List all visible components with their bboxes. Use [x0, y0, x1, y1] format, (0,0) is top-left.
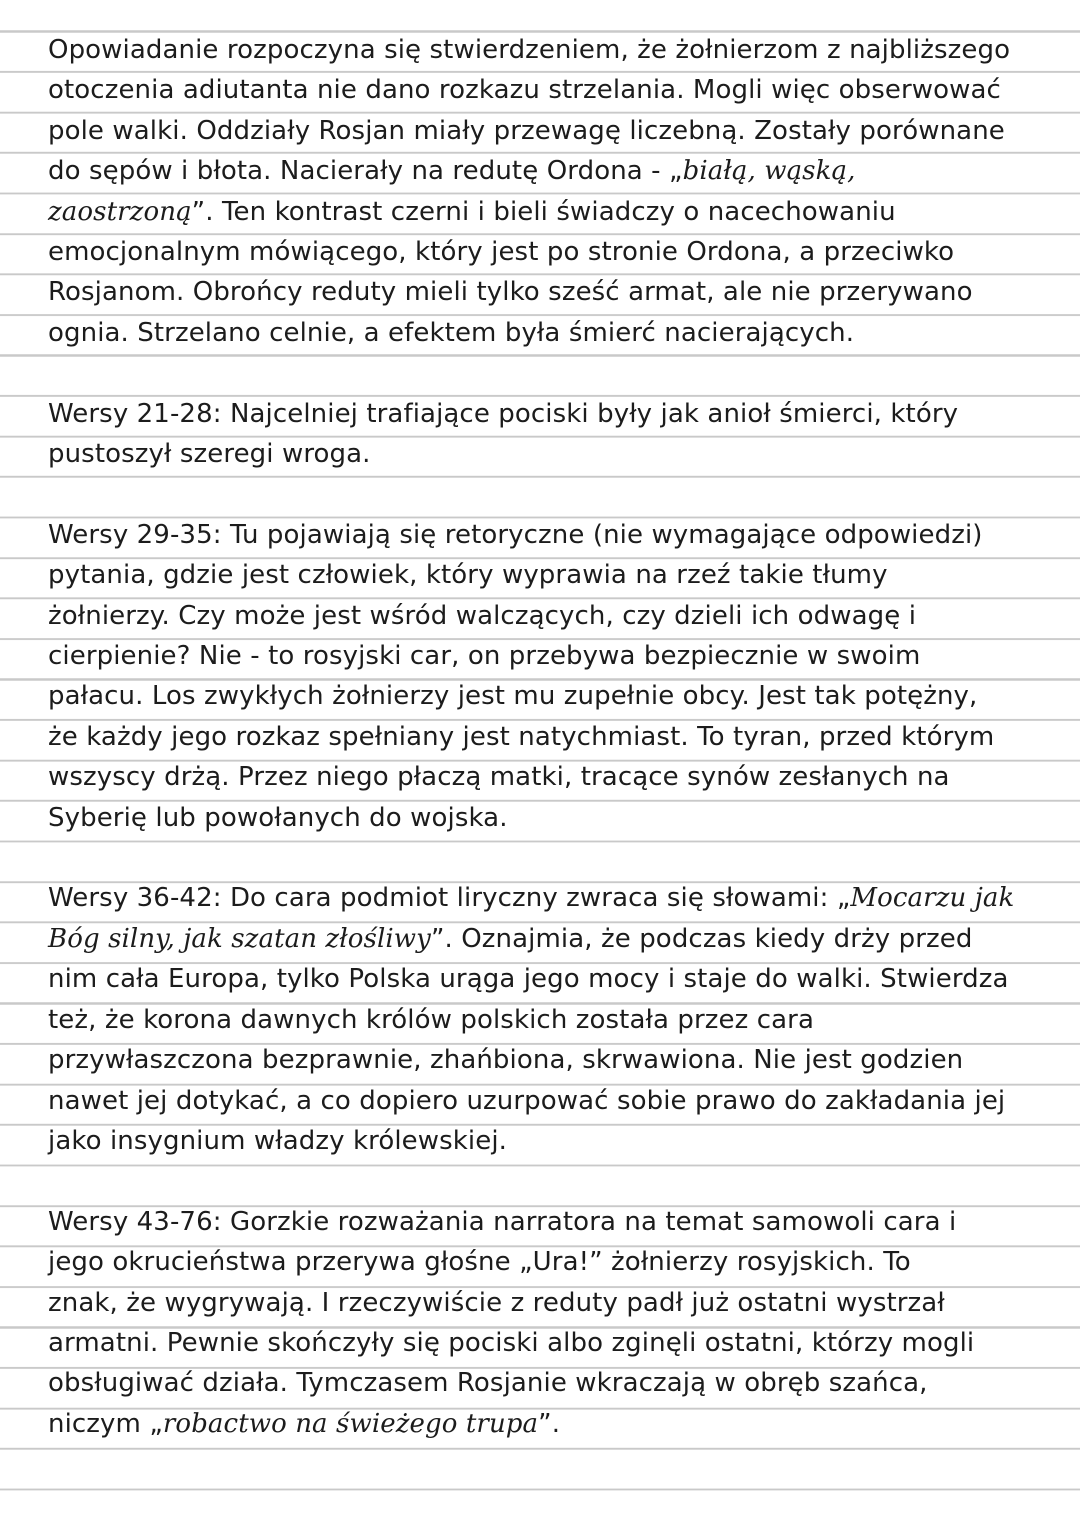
- text-segment: cierpienie? Nie - to rosyjski car, on przebywa bezpiecznie w swoim: [48, 641, 921, 672]
- paragraph: [48, 515, 1038, 838]
- paragraph-gap: [48, 1161, 1038, 1201]
- text-line: [48, 757, 1038, 797]
- text-segment: Wersy 43-76: Gorzkie rozważania narratora na temat samowoli cara i: [48, 1206, 957, 1237]
- text-segment: ”. Ten kontrast czerni i bieli świadczy o nacechowaniu: [191, 196, 896, 227]
- text-line: [48, 232, 1038, 272]
- text-segment: pałacu. Los zwykłych żołnierzy jest mu zupełnie obcy. Jest tak potężny,: [48, 681, 978, 712]
- quoted-italic-text: Mocarzu jak: [850, 883, 1015, 914]
- text-line: [48, 798, 1038, 838]
- text-segment: nawet jej dotykać, a co dopiero uzurpować sobie prawo do zakładania jej: [48, 1085, 1006, 1116]
- text-segment: Syberię lub powołanych do wojska.: [48, 802, 508, 833]
- text-segment: niczym „: [48, 1408, 163, 1439]
- text-segment: Rosjanom. Obrońcy reduty mieli tylko sześć armat, ale nie przerywano: [48, 277, 973, 308]
- quoted-italic-text: zaostrzoną: [48, 196, 192, 227]
- text-segment: emocjonalnym mówiącego, który jest po stronie Ordona, a przeciwko: [48, 237, 955, 268]
- text-segment: że każdy jego rozkaz spełniany jest natychmiast. To tyran, przed którym: [48, 721, 995, 752]
- quoted-italic-text: białą, wąską,: [682, 156, 856, 187]
- text-line: [48, 596, 1038, 636]
- text-segment: armatni. Pewnie skończyły się pociski albo zginęli ostatni, którzy mogli: [48, 1327, 975, 1358]
- text-segment: nim cała Europa, tylko Polska urąga jego mocy i staje do walki. Stwierdza: [48, 964, 1009, 995]
- text-line: [48, 434, 1038, 474]
- paragraph-gap: [48, 838, 1038, 878]
- text-line: [48, 1121, 1038, 1161]
- text-line: [48, 1363, 1038, 1403]
- text-segment: znak, że wygrywają. I rzeczywiście z reduty padł już ostatni wystrzał: [48, 1287, 945, 1318]
- text-line: [48, 70, 1038, 110]
- text-line: [48, 1323, 1038, 1363]
- text-line: [48, 1404, 1038, 1444]
- text-segment: Wersy 36-42: Do cara podmiot liryczny zwraca się słowami: „: [48, 883, 851, 914]
- text-segment: też, że korona dawnych królów polskich została przez cara: [48, 1004, 814, 1035]
- text-segment: do sępów i błota. Nacierały na redutę Ordona - „: [48, 156, 683, 187]
- text-line: [48, 1000, 1038, 1040]
- text-line: [48, 272, 1038, 312]
- text-line: [48, 555, 1038, 595]
- text-line: [48, 717, 1038, 757]
- text-line: [48, 192, 1038, 232]
- text-line: [48, 151, 1038, 191]
- text-line: [48, 676, 1038, 716]
- quoted-italic-text: robactwo na świeżego trupa: [162, 1408, 539, 1439]
- text-segment: żołnierzy. Czy może jest wśród walczących, czy dzieli ich odwagę i: [48, 600, 917, 631]
- text-line: [48, 394, 1038, 434]
- paragraph-gap: [48, 474, 1038, 514]
- text-line: [48, 1202, 1038, 1242]
- text-segment: obsługiwać działa. Tymczasem Rosjanie wkraczają w obręb szańca,: [48, 1368, 928, 1399]
- text-segment: Wersy 29-35: Tu pojawiają się retoryczne (nie wymagające odpowiedzi): [48, 519, 983, 550]
- text-segment: wszyscy drżą. Przez niego płaczą matki, tracące synów zesłanych na: [48, 762, 950, 793]
- paragraph: [48, 394, 1038, 475]
- paragraph-gap: [48, 353, 1038, 393]
- text-segment: pustoszył szeregi wroga.: [48, 439, 371, 470]
- text-line: [48, 878, 1038, 918]
- notes-text: [48, 30, 1038, 1444]
- text-line: [48, 1283, 1038, 1323]
- text-line: [48, 1081, 1038, 1121]
- text-segment: Opowiadanie rozpoczyna się stwierdzeniem, że żołnierzom z najbliższego: [48, 35, 1011, 65]
- text-segment: otoczenia adiutanta nie dano rozkazu strzelania. Mogli więc obserwować: [48, 75, 1001, 106]
- text-segment: ognia. Strzelano celnie, a efektem była śmierć nacierających.: [48, 317, 855, 348]
- text-segment: jako insygnium władzy królewskiej.: [48, 1125, 508, 1156]
- quoted-italic-text: Bóg silny, jak szatan złośliwy: [48, 923, 431, 954]
- text-line: [48, 636, 1038, 676]
- text-segment: przywłaszczona bezprawnie, zhańbiona, skrwawiona. Nie jest godzien: [48, 1045, 964, 1076]
- text-line: [48, 111, 1038, 151]
- text-segment: jego okrucieństwa przerywa głośne „Ura!” żołnierzy rosyjskich. To: [48, 1247, 911, 1278]
- paragraph: [48, 30, 1038, 353]
- paragraph: [48, 878, 1038, 1161]
- text-line: [48, 515, 1038, 555]
- text-segment: ”. Oznajmia, że podczas kiedy drży przed: [430, 923, 973, 954]
- text-line: [48, 1242, 1038, 1282]
- text-segment: pole walki. Oddziały Rosjan miały przewagę liczebną. Zostały porównane: [48, 115, 1005, 146]
- text-line: [48, 1040, 1038, 1080]
- text-line: [48, 30, 1038, 70]
- text-segment: pytania, gdzie jest człowiek, który wyprawia na rzeź takie tłumy: [48, 560, 888, 591]
- text-line: [48, 919, 1038, 959]
- text-line: [48, 313, 1038, 353]
- text-segment: Wersy 21-28: Najcelniej trafiające pociski były jak anioł śmierci, który: [48, 398, 959, 429]
- paragraph: [48, 1202, 1038, 1444]
- text-line: [48, 959, 1038, 999]
- text-segment: ”.: [538, 1408, 561, 1439]
